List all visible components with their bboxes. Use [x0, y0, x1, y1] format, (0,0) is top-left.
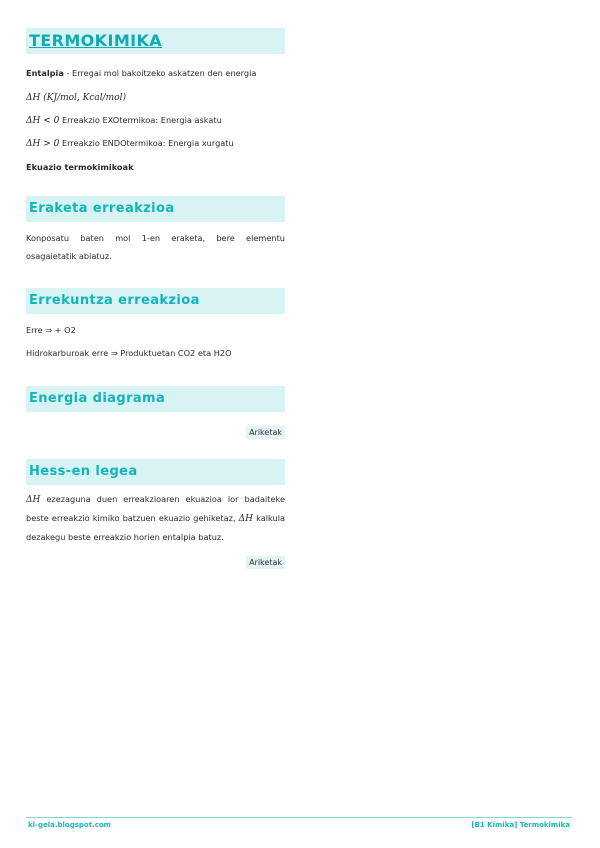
section-eraketa	[26, 196, 285, 265]
errekuntza-line1: Erre ⇒ + O2	[26, 325, 76, 335]
entalpia-def: - Erregai mol bakoitzeko askatzen den energia	[63, 68, 257, 78]
errekuntza-line2: Hidrokarburoak erre ⇒ Produktuetan CO2 eta H2O	[26, 348, 232, 358]
section-errekuntza	[26, 288, 285, 359]
energia-heading: Energia diagrama	[26, 386, 285, 412]
footer-blog-link[interactable]: kl-gela.blogspot.com	[28, 821, 111, 829]
exo-expr: ΔH < 0	[26, 116, 60, 126]
endo-expr: ΔH > 0	[26, 139, 60, 149]
endo-line	[26, 137, 285, 150]
units-line	[26, 91, 285, 104]
page-title-box	[26, 28, 285, 54]
eraketa-heading: Eraketa erreakzioa	[26, 196, 285, 222]
endo-text: Erreakzio ENDOtermikoa: Energia xurgatu	[59, 138, 234, 148]
hess-text-a: ezezaguna duen erreakzioaren ekuazioa lor badaiteke beste erreakzio kimiko batzuen ekuazio gehiketaz,	[26, 494, 285, 523]
ekuazio-label: Ekuazio termokimikoak	[26, 162, 134, 172]
entalpia-definition	[26, 67, 285, 79]
units: ΔH (KJ/mol, Kcal/mol)	[26, 93, 127, 103]
hess-delta-h-1: ΔH	[26, 495, 41, 505]
hess-text	[26, 490, 285, 546]
energia-button-row	[26, 420, 285, 439]
exo-line	[26, 114, 285, 127]
hess-text-b: kalkula dezakegu beste erreakzio horien entalpia batuz.	[26, 513, 285, 542]
errekuntza-heading: Errekuntza erreakzioa	[26, 288, 285, 314]
entalpia-term: Entalpia	[26, 68, 64, 78]
ariketak-button[interactable]: Ariketak	[246, 556, 285, 569]
footer-page-label: [B1 Kimika] Termokimika	[471, 821, 570, 829]
hess-button-row	[26, 550, 285, 569]
hess-delta-h-2: ΔH	[238, 514, 254, 524]
footer-divider	[26, 817, 572, 818]
eraketa-text: Konposatu baten mol 1-en eraketa, bere elementu osagaietatik abiatuz.	[26, 233, 285, 261]
page-title: TERMOKIMIKA	[26, 28, 285, 54]
exo-text: Erreakzio EXOtermikoa: Energia askatu	[59, 115, 222, 125]
section-energia	[26, 386, 285, 439]
section-hess	[26, 459, 285, 569]
ariketak-button[interactable]: Ariketak	[246, 426, 285, 439]
hess-heading: Hess-en legea	[26, 459, 285, 485]
intro-block	[26, 67, 285, 173]
